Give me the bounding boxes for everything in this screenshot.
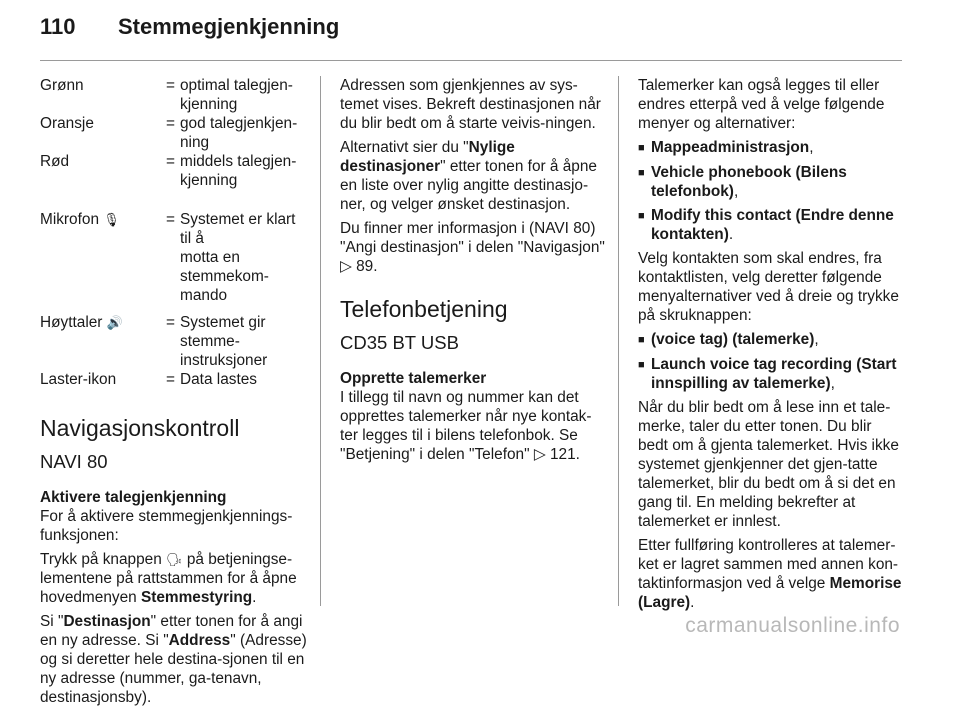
column-divider-1 bbox=[320, 76, 321, 606]
legend-eq: = bbox=[166, 115, 175, 132]
page-title: Stemmegjenkjenning bbox=[118, 14, 340, 39]
paragraph: Adressen som gjenkjennes av sys-temet vises. Bekreft destinasjonen når du blir bedt om å starte veivis-ningen. bbox=[340, 77, 601, 132]
bullet-icon: ■ bbox=[638, 359, 645, 371]
reference-arrow-icon: ▷ bbox=[533, 446, 546, 463]
list-item: ■ Mappeadministrasjon, bbox=[638, 139, 814, 156]
icon-key: Mikrofon 🎙 bbox=[40, 211, 120, 228]
legend-row-green bbox=[40, 76, 310, 114]
icon-eq: = bbox=[166, 314, 175, 331]
bullet-icon: ■ bbox=[638, 210, 645, 222]
icon-row-speaker bbox=[40, 313, 310, 370]
page-number: 110 bbox=[40, 14, 76, 39]
paragraph: Velg kontakten som skal endres, fra kontaktlisten, velg deretter følgende menyalternativer ved å dreie og trykke på skruknappen: bbox=[638, 250, 899, 324]
list-item: ■ Launch voice tag recording (Start innspilling av talemerke), bbox=[638, 356, 897, 392]
microphone-icon: 🎙 bbox=[103, 212, 120, 227]
paragraph: Alternativt sier du "Nylige destinasjoner" etter tonen for å åpne en liste over nylig angitte destinasjo-ner, og velger ønsket destinasjon. bbox=[340, 139, 597, 213]
page-reference[interactable]: 89. bbox=[356, 258, 378, 275]
color-legend-table bbox=[40, 76, 310, 389]
icon-row-microphone bbox=[40, 210, 310, 305]
icon-eq: = bbox=[166, 371, 175, 388]
section-title-phone: Telefonbetjening bbox=[340, 296, 508, 322]
icon-eq: = bbox=[166, 211, 175, 228]
paragraph: Talemerker kan også legges til eller endres etterpå ved å velge følgende menyer og alternativer: bbox=[638, 77, 885, 132]
legend-value: optimal talegjen- kjenning bbox=[180, 77, 293, 113]
page-header bbox=[0, 0, 960, 62]
legend-eq: = bbox=[166, 77, 175, 94]
column-3 bbox=[638, 76, 904, 612]
paragraph: Etter fullføring kontrolleres at talemer-ket er lagret sammen med annen kon-taktinformasjon ved å velge Memorise (Lagre). bbox=[638, 537, 902, 611]
watermark: carmanualsonline.info bbox=[685, 614, 900, 637]
column-divider-2 bbox=[618, 76, 619, 606]
reference-arrow-icon: ▷ bbox=[340, 258, 352, 275]
column-1 bbox=[40, 76, 310, 707]
icon-value: Systemet gir stemme- instruksjoner bbox=[180, 314, 268, 369]
legend-value: middels talegjen- kjenning bbox=[180, 153, 297, 189]
paragraph: Si "Destinasjon" etter tonen for å angi en ny adresse. Si "Address" (Adresse) og si deretter hele destina-sjonen til en ny adresse (nummer, ga-tenavn, destinasjonsby). bbox=[40, 613, 307, 706]
list-item: ■ (voice tag) (talemerke), bbox=[638, 331, 819, 348]
icon-value: Data lastes bbox=[180, 371, 257, 388]
legend-value: god talegjenkjen- ning bbox=[180, 115, 298, 151]
header-rule bbox=[40, 60, 902, 61]
list-item: ■ Vehicle phonebook (Bilens telefonbok), bbox=[638, 164, 847, 200]
legend-row-orange bbox=[40, 114, 310, 152]
page-reference[interactable]: 121. bbox=[549, 446, 580, 463]
paragraph: Trykk på knappen 🗣 på betjeningse-lementene på rattstammen for å åpne hovedmenyen Stemmestyring. bbox=[40, 551, 297, 606]
paragraph: Når du blir bedt om å lese inn et tale-merke, taler du etter tonen. Du blir bedt om å gjenta talemerket. Hvis ikke systemet gjenkjenner det gjen-tatte talemerket, blir du bedt om å si det en gang til. En melding bekrefter at talemerket er innlest. bbox=[638, 399, 899, 530]
icon-key: Laster-ikon bbox=[40, 371, 117, 388]
bullet-icon: ■ bbox=[638, 334, 645, 346]
heading-activate-voice: Aktivere talegjenkjenning bbox=[40, 489, 227, 506]
paragraph: For å aktivere stemmegjenkjennings-funksjonen: bbox=[40, 508, 293, 544]
legend-key: Oransje bbox=[40, 115, 94, 132]
heading-create-voicetags: Opprette talemerker bbox=[340, 370, 487, 387]
list-item: ■ Modify this contact (Endre denne kontakten). bbox=[638, 207, 894, 243]
legend-row-red bbox=[40, 152, 310, 190]
subsection-title-cd35: CD35 BT USB bbox=[340, 332, 459, 353]
speaker-icon: 🔊 bbox=[106, 315, 123, 330]
icon-row-loading bbox=[40, 370, 310, 389]
legend-eq: = bbox=[166, 153, 175, 170]
icon-value: Systemet er klart til å motta en stemmekom- mando bbox=[180, 211, 296, 304]
bullet-icon: ■ bbox=[638, 167, 645, 179]
paragraph: I tillegg til navn og nummer kan det opprettes talemerker når nye kontak-ter legges til i bilens telefonbok. Se "Betjening" i delen "Telefon" ▷ 121. bbox=[340, 389, 592, 463]
icon-key: Høyttaler 🔊 bbox=[40, 314, 123, 331]
paragraph: Du finner mer informasjon i (NAVI 80) "Angi destinasjon" i delen "Navigasjon" ▷ 89. bbox=[340, 220, 605, 275]
voice-button-icon: 🗣 bbox=[166, 552, 183, 567]
subsection-title-navi80: NAVI 80 bbox=[40, 451, 108, 472]
column-2 bbox=[340, 76, 608, 464]
section-title-navigation: Navigasjonskontroll bbox=[40, 415, 240, 441]
legend-key: Grønn bbox=[40, 77, 84, 94]
bullet-icon: ■ bbox=[638, 142, 645, 154]
legend-key: Rød bbox=[40, 153, 70, 170]
